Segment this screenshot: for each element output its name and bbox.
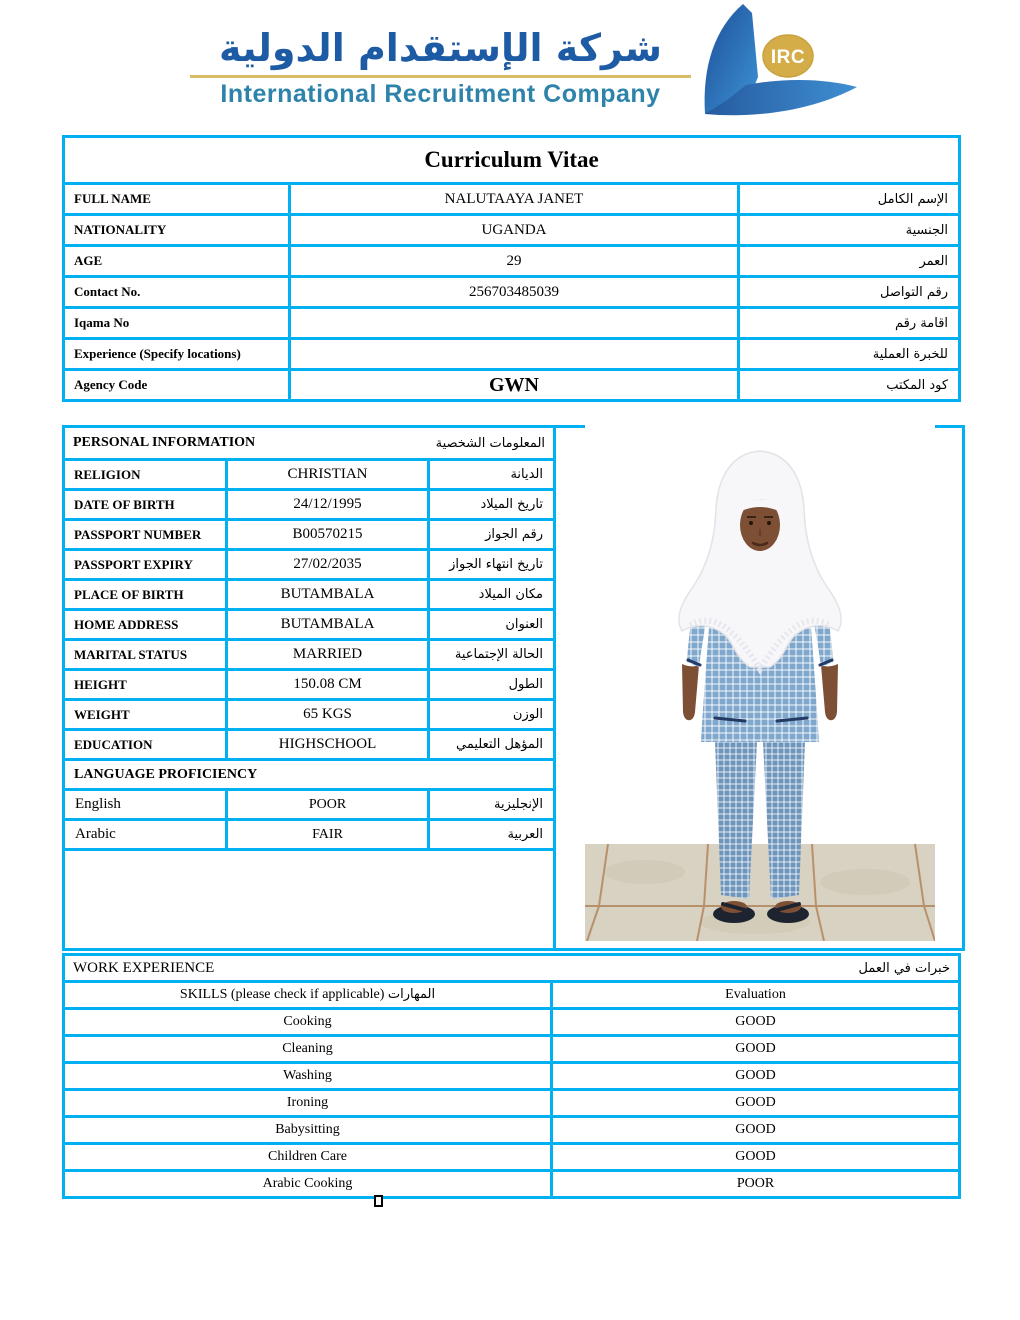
language-label-arabic: العربية (429, 820, 555, 850)
row-label-arabic: الوزن (429, 700, 555, 730)
row-value: MARRIED (227, 640, 429, 670)
row-value: UGANDA (290, 215, 739, 246)
empty-filler-cell (64, 850, 555, 950)
skill-name: Arabic Cooking (64, 1171, 552, 1198)
irc-badge-text: IRC (770, 47, 806, 68)
table-row (64, 137, 960, 184)
skill-name: Babysitting (64, 1117, 552, 1144)
skill-evaluation: GOOD (552, 1036, 960, 1063)
row-label: EDUCATION (64, 730, 227, 760)
page-title: Curriculum Vitae (64, 137, 960, 184)
irc-logo-mark (700, 2, 858, 118)
row-label-arabic: مكان الميلاد (429, 580, 555, 610)
table-row (64, 370, 960, 401)
table-row (64, 1090, 960, 1117)
company-name-arabic: شركة الإستقدام الدولية (219, 26, 662, 70)
skills-column-header (64, 982, 552, 1009)
row-label-arabic: الحالة الإجتماعية (429, 640, 555, 670)
personal-information-header (64, 427, 555, 460)
row-label-arabic: المؤهل التعليمي (429, 730, 555, 760)
company-name-english: International Recruitment Company (220, 79, 661, 108)
row-label-arabic: الطول (429, 670, 555, 700)
table-row (64, 339, 960, 370)
table-row (64, 1009, 960, 1036)
table-row (64, 1144, 960, 1171)
row-label: MARITAL STATUS (64, 640, 227, 670)
row-value: CHRISTIAN (227, 460, 429, 490)
work-experience-section (62, 953, 961, 1199)
language-label-arabic: الإنجليزية (429, 790, 555, 820)
work-experience-header (64, 955, 960, 982)
row-label: Iqama No (64, 308, 290, 339)
skill-evaluation: GOOD (552, 1117, 960, 1144)
section-title: WORK EXPERIENCE (73, 959, 215, 976)
row-label-arabic: اقامة رقم (739, 308, 960, 339)
skill-evaluation: GOOD (552, 1063, 960, 1090)
row-label-arabic: للخبرة العملية (739, 339, 960, 370)
skill-name: Washing (64, 1063, 552, 1090)
row-label: HOME ADDRESS (64, 610, 227, 640)
section-title-arabic: المعلومات الشخصية (435, 435, 546, 451)
row-label: Experience (Specify locations) (64, 339, 290, 370)
row-label: Agency Code (64, 370, 290, 401)
row-label-arabic: العمر (739, 246, 960, 277)
row-label: Contact No. (64, 277, 290, 308)
agency-code-value: GWN (290, 370, 739, 401)
row-value: 256703485039 (290, 277, 739, 308)
table-row (64, 1063, 960, 1090)
language-label: English (64, 790, 227, 820)
skill-name: Cleaning (64, 1036, 552, 1063)
row-value: 65 KGS (227, 700, 429, 730)
row-label: WEIGHT (64, 700, 227, 730)
table-row (64, 1117, 960, 1144)
row-value: 24/12/1995 (227, 490, 429, 520)
row-value: BUTAMBALA (227, 610, 429, 640)
language-proficiency-header: LANGUAGE PROFICIENCY (64, 760, 555, 790)
table-row (64, 1171, 960, 1198)
row-value: 27/02/2035 (227, 550, 429, 580)
table-row (64, 215, 960, 246)
row-value (290, 339, 739, 370)
row-label: HEIGHT (64, 670, 227, 700)
cv-summary-table (62, 135, 961, 402)
row-label: PASSPORT EXPIRY (64, 550, 227, 580)
language-label: Arabic (64, 820, 227, 850)
row-label: DATE OF BIRTH (64, 490, 227, 520)
skill-evaluation: GOOD (552, 1009, 960, 1036)
row-value: 150.08 CM (227, 670, 429, 700)
row-label-arabic: العنوان (429, 610, 555, 640)
skills-header-arabic: المهارات (387, 987, 436, 1002)
skill-evaluation: POOR (552, 1171, 960, 1198)
row-label: NATIONALITY (64, 215, 290, 246)
table-row (64, 982, 960, 1009)
tiled-floor (585, 844, 935, 948)
skill-evaluation: GOOD (552, 1090, 960, 1117)
table-row (64, 246, 960, 277)
row-value: 29 (290, 246, 739, 277)
section-title: PERSONAL INFORMATION (73, 435, 256, 450)
row-label: AGE (64, 246, 290, 277)
table-row (64, 308, 960, 339)
skill-name: Ironing (64, 1090, 552, 1117)
row-label-arabic: تاريخ انتهاء الجواز (429, 550, 555, 580)
row-label-arabic: تاريخ الميلاد (429, 490, 555, 520)
row-value (290, 308, 739, 339)
language-level: POOR (227, 790, 429, 820)
row-label: PASSPORT NUMBER (64, 520, 227, 550)
table-row (64, 184, 960, 215)
table-row (64, 277, 960, 308)
row-label-arabic: الإسم الكامل (739, 184, 960, 215)
row-value: NALUTAAYA JANET (290, 184, 739, 215)
skills-header-text: SKILLS (please check if applicable) (179, 987, 385, 1002)
row-label-arabic: رقم التواصل (739, 277, 960, 308)
table-row (64, 955, 960, 982)
skill-name: Cooking (64, 1009, 552, 1036)
row-label-arabic: كود المكتب (739, 370, 960, 401)
skill-evaluation: GOOD (552, 1144, 960, 1171)
company-header (188, 26, 693, 109)
row-value: HIGHSCHOOL (227, 730, 429, 760)
table-row (64, 1036, 960, 1063)
candidate-photo (585, 417, 935, 948)
candidate-photo-illustration (585, 417, 935, 948)
row-label-arabic: رقم الجواز (429, 520, 555, 550)
logo-underline (190, 75, 691, 78)
evaluation-column-header: Evaluation (552, 982, 960, 1009)
row-label: PLACE OF BIRTH (64, 580, 227, 610)
row-label: FULL NAME (64, 184, 290, 215)
language-level: FAIR (227, 820, 429, 850)
row-label: RELIGION (64, 460, 227, 490)
row-value: B00570215 (227, 520, 429, 550)
section-title-arabic: خبرات في العمل (858, 960, 951, 976)
skill-name: Children Care (64, 1144, 552, 1171)
row-label-arabic: الجنسية (739, 215, 960, 246)
row-value: BUTAMBALA (227, 580, 429, 610)
row-label-arabic: الديانة (429, 460, 555, 490)
text-cursor-artifact (374, 1195, 383, 1207)
